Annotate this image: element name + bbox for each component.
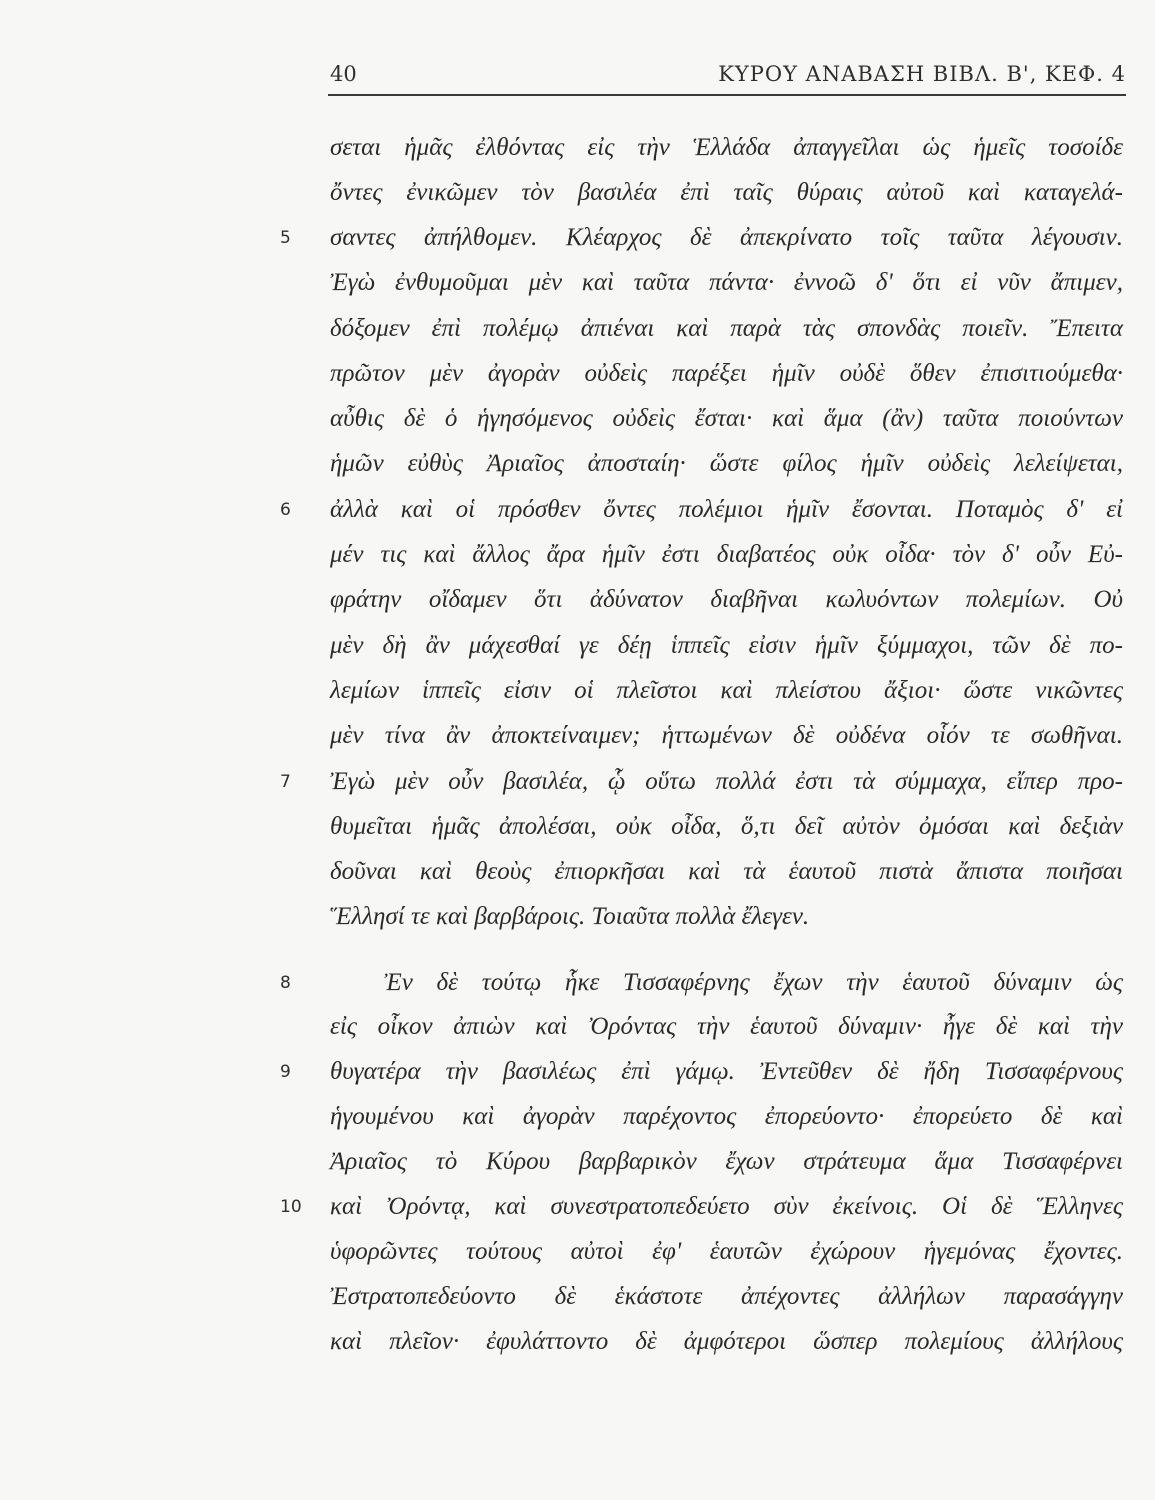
text-line: δόξομεν ἐπὶ πολέμῳ ἀπιέναι καὶ παρὰ τὰς σπονδὰς ποιεῖν. Ἔπειτα [330, 315, 1123, 342]
text-line: Ἕλλησί τε καὶ βαρβάροις. Τοιαῦτα πολλὰ ἔλεγεν. [330, 903, 810, 930]
section-number: 9 [280, 1062, 291, 1082]
text-line: ἡγουμένου καὶ ἀγορὰν παρέχοντος ἐπορεύοντο· ἐπορεύετο δὲ καὶ [330, 1103, 1123, 1130]
text-line: πρῶτον μὲν ἀγορὰν οὐδεὶς παρέξει ἡμῖν οὐδὲ ὅθεν ἐπισιτιούμεθα· [330, 360, 1123, 387]
section-number: 10 [280, 1197, 302, 1217]
text-line: Ἐστρατοπεδεύοντο δὲ ἑκάστοτε ἀπέχοντες ἀλλήλων παρασάγγην [330, 1283, 1123, 1310]
text-line: Ἐγὼ μὲν οὖν βασιλέα, ᾧ οὕτω πολλά ἐστι τὰ σύμμαχα, εἴπερ προ- [330, 768, 1123, 795]
text-line: σαντες ἀπήλθομεν. Κλέαρχος δὲ ἀπεκρίνατο τοῖς ταῦτα λέγουσιν. [330, 224, 1123, 251]
text-line: ὄντες ἐνικῶμεν τὸν βασιλέα ἐπὶ ταῖς θύραις αὐτοῦ καὶ καταγελά- [330, 179, 1123, 206]
page-header [328, 58, 1126, 96]
text-line: αὖθις δὲ ὁ ἡγησόμενος οὐδεὶς ἔσται· καὶ ἅμα (ἂν) ταῦτα ποιούντων [330, 405, 1123, 432]
text-line: ἀλλὰ καὶ οἱ πρόσθεν ὄντες πολέμιοι ἡμῖν ἔσονται. Ποταμὸς δ' εἰ [330, 496, 1123, 523]
section-number: 6 [280, 500, 291, 520]
text-line: μὲν δὴ ἂν μάχεσθαί γε δέῃ ἱππεῖς εἰσιν ἡμῖν ξύμμαχοι, τῶν δὲ πο- [330, 632, 1123, 659]
text-line: καὶ πλεῖον· ἐφυλάττοντο δὲ ἀμφότεροι ὥσπερ πολεμίους ἀλλήλους [330, 1328, 1123, 1355]
text-line: σεται ἡμᾶς ἐλθόντας εἰς τὴν Ἑλλάδα ἀπαγγεῖλαι ὡς ἡμεῖς τοσοίδε [330, 134, 1123, 161]
text-line: λεμίων ἱππεῖς εἰσιν οἱ πλεῖστοι καὶ πλείστου ἄξιοι· ὥστε νικῶντες [330, 677, 1123, 704]
text-line: φράτην οἴδαμεν ὅτι ἀδύνατον διαβῆναι κωλυόντων πολεμίων. Οὐ [330, 586, 1123, 613]
text-line: Ἐγὼ ἐνθυμοῦμαι μὲν καὶ ταῦτα πάντα· ἐννοῶ δ' ὅτι εἰ νῦν ἄπιμεν, [330, 269, 1123, 296]
text-line: Ἐν δὲ τούτῳ ἧκε Τισσαφέρνης ἔχων τὴν ἑαυτοῦ δύναμιν ὡς [384, 969, 1123, 996]
section-number: 8 [280, 973, 291, 993]
running-head: ΚΥΡΟΥ ΑΝΑΒΑΣΗ ΒΙΒΛ. Β', ΚΕΦ. 4 [718, 62, 1126, 86]
text-line: θυγατέρα τὴν βασιλέως ἐπὶ γάμῳ. Ἐντεῦθεν δὲ ἤδη Τισσαφέρνους [330, 1058, 1123, 1085]
text-line: εἰς οἶκον ἀπιὼν καὶ Ὀρόντας τὴν ἑαυτοῦ δύναμιν· ἦγε δὲ καὶ τὴν [330, 1013, 1123, 1040]
page-number: 40 [330, 62, 357, 86]
text-line: καὶ Ὀρόντᾳ, καὶ συνεστρατοπεδεύετο σὺν ἐκείνοις. Οἱ δὲ Ἕλληνες [330, 1193, 1123, 1220]
text-line: ὑφορῶντες τούτους αὐτοὶ ἐφ' ἑαυτῶν ἐχώρουν ἡγεμόνας ἔχοντες. [330, 1238, 1123, 1265]
text-line: δοῦναι καὶ θεοὺς ἐπιορκῆσαι καὶ τὰ ἑαυτοῦ πιστὰ ἄπιστα ποιῆσαι [330, 858, 1123, 885]
text-line: θυμεῖται ἡμᾶς ἀπολέσαι, οὐκ οἶδα, ὅ,τι δεῖ αὐτὸν ὀμόσαι καὶ δεξιὰν [330, 813, 1123, 840]
section-number: 7 [280, 772, 291, 792]
section-number: 5 [280, 228, 291, 248]
text-line: Ἀριαῖος τὸ Κύρου βαρβαρικὸν ἔχων στράτευμα ἅμα Τισσαφέρνει [330, 1148, 1123, 1175]
text-line: ἡμῶν εὐθὺς Ἀριαῖος ἀποσταίη· ὥστε φίλος ἡμῖν οὐδεὶς λελείψεται, [330, 450, 1123, 477]
text-line: μὲν τίνα ἂν ἀποκτείναιμεν; ἡττωμένων δὲ οὐδένα οἷόν τε σωθῆναι. [330, 722, 1123, 749]
text-line: μέν τις καὶ ἄλλος ἄρα ἡμῖν ἐστι διαβατέος οὐκ οἶδα· τὸν δ' οὖν Εὐ- [330, 541, 1123, 568]
